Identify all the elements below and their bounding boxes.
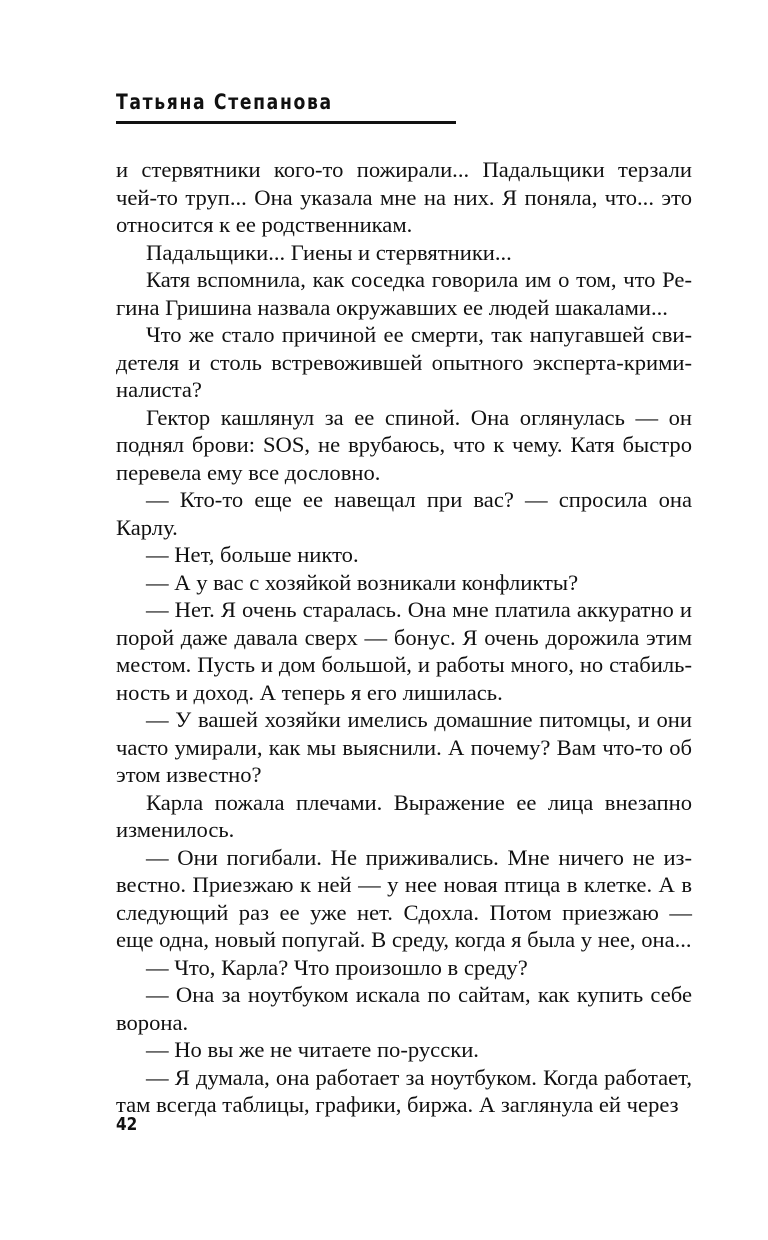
paragraph: — А у вас с хозяйкой возникали конфликты? <box>146 569 579 595</box>
paragraph: — Нет. Я очень старалась. Она мне платила аккуратно и порой даже давала сверх — бонус. Я очень дорожила этим местом. Пусть и дом большой, и работы много, но стабильность и доход. А теперь я его лишилась. <box>116 597 692 705</box>
paragraph: Катя вспомнила, как соседка говорила им о том, что Регина Гришина назвала окружавших ее людей шакалами... <box>116 267 692 320</box>
body-text <box>116 156 692 1119</box>
paragraph: Карла пожала плечами. Выражение ее лица внезапно изменилось. <box>116 789 692 842</box>
paragraph: — Но вы же не читаете по-русски. <box>146 1037 479 1062</box>
paragraph: — Я думала, она работает за ноутбуком. Когда работает, там всегда таблицы, графики, биржа. А заглянула ей через <box>116 1064 692 1117</box>
paragraph: — Что, Карла? Что произошло в среду? <box>146 954 528 980</box>
paragraph: Гектор кашлянул за ее спиной. Она оглянулась — он поднял брови: SOS, не врубаюсь, что к чему. Катя быстро перевела ему все дословно. <box>116 404 692 485</box>
running-header-author: Татьяна Степанова <box>116 90 333 114</box>
paragraph: Падальщики... Гиены и стервятники... <box>146 239 512 265</box>
paragraph: — Она за ноутбуком искала по сайтам, как купить себе ворона. <box>116 982 692 1035</box>
header-rule <box>116 121 456 124</box>
page-number: 42 <box>116 1114 138 1135</box>
paragraph: — У вашей хозяйки имелись домашние питомцы, и они часто умирали, как мы выяснили. А почему? Вам что-то об этом известно? <box>116 707 692 787</box>
paragraph: — Нет, больше никто. <box>146 542 359 567</box>
paragraph: и стервятники кого-то пожирали... Падальщики терзали чей-то труп... Она указала мне на них. Я поняла, что... это относится к ее родственникам. <box>116 157 692 237</box>
paragraph: — Они погибали. Не приживались. Мне ничего не известно. Приезжаю к ней — у нее новая птица в клетке. А в следующий раз ее уже нет. Сдохла. Потом приезжаю — еще одна, новый попугай. В среду, когда я была у нее, она... <box>116 844 692 952</box>
paragraph: — Кто-то еще ее навещал при вас? — спросила она Карлу. <box>116 487 692 540</box>
paragraph: Что же стало причиной ее смерти, так напугавшей свидетеля и столь встревожившей опытного эксперта-криминалиста? <box>116 322 692 402</box>
